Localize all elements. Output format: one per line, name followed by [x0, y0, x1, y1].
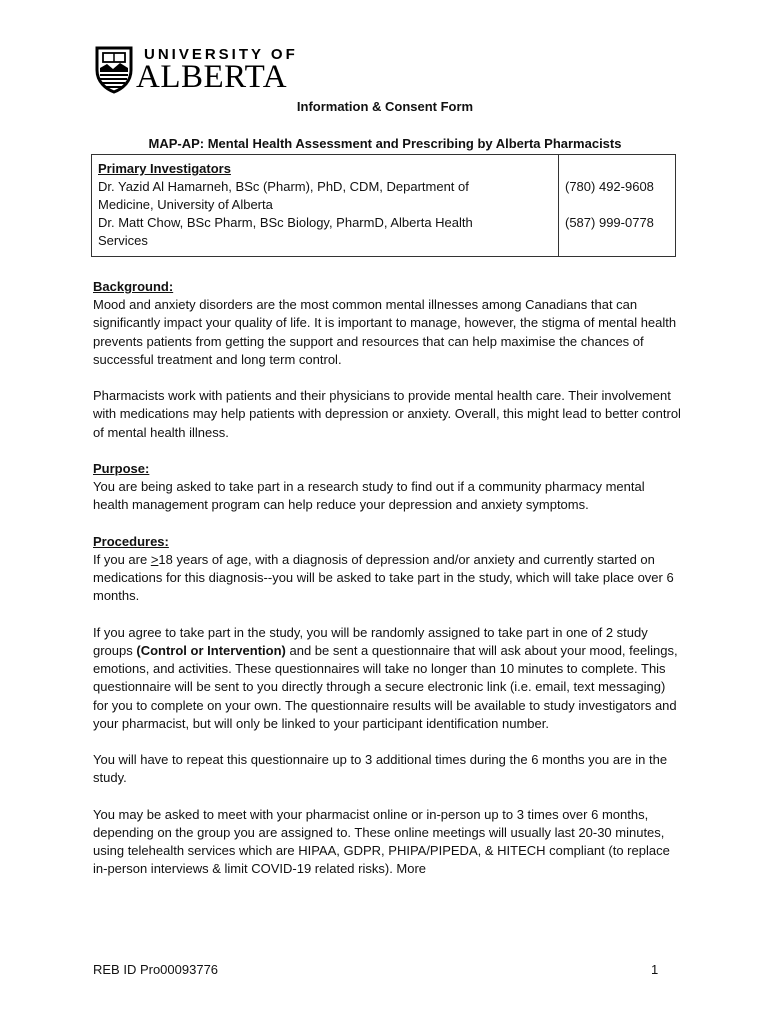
crest-icon — [94, 44, 134, 94]
procedures-p2-rest: and be sent a questionnaire that will ask about your mood, feelings, emotions, and activities. These questionnaires will take no longer than 10 minutes to complete. This questionnaire will be sent to you directly through a secure electronic link (i.e. email, text messaging) for you to complete on your own. The questionnaire results will be available to study investigators and your pharmacist, but will only be linked to your participant identification number. — [93, 643, 678, 731]
procedures-paragraph-4: You may be asked to meet with your pharmacist online or in-person up to 3 times over 6 months, depending on the group you are assigned to. These online meetings will usually last 20-30 minutes, using telehealth services which are HIPAA, GDPR, PHIPA/PIPEDA, & HITECH compliant (to replace in-person interviews & limit COVID-19 related risks). More — [93, 806, 670, 877]
page-number: 1 — [651, 962, 659, 977]
study-title: MAP-AP: Mental Health Assessment and Prescribing by Alberta Pharmacists — [148, 136, 622, 151]
reb-id: REB ID Pro00093776 — [93, 962, 219, 977]
procedures-heading: Procedures: — [93, 533, 169, 549]
investigator-2-phone: (587) 999-0778 — [565, 215, 654, 230]
investigators-heading: Primary Investigators — [98, 161, 231, 176]
university-logo — [94, 44, 314, 96]
background-heading: Background: — [93, 279, 174, 294]
procedures-p1-start: If you are — [93, 552, 151, 567]
form-title: Information & Consent Form — [296, 99, 474, 114]
investigator-1-line2: Medicine, University of Alberta — [98, 197, 273, 212]
university-name-line1: UNIVERSITY OF — [144, 46, 298, 63]
investigators-cell — [92, 155, 559, 257]
investigator-2-line1: Dr. Matt Chow, BSc Pharm, BSc Biology, PharmD, Alberta Health — [98, 215, 473, 230]
investigator-1-phone: (780) 492-9608 — [565, 179, 654, 194]
procedures-p2-start: If you agree to take part in the study, you will be randomly assigned to take part in one of 2 study groups — [93, 624, 648, 658]
procedures-paragraph-2 — [93, 624, 683, 733]
procedures-p1-rest: 18 years of age, with a diagnosis of depression and/or anxiety and currently started on medications for this diagnosis--you will be asked to take part in the study, which will take place over 6 months. — [93, 552, 674, 604]
investigator-2-line2: Services — [98, 233, 148, 248]
university-name-line2: ALBERTA — [136, 59, 288, 95]
study-groups-bold: (Control or Intervention) — [136, 643, 286, 658]
background-paragraph-1: Mood and anxiety disorders are the most common mental illnesses among Canadians that can significantly impact your quality of life. It is important to manage, however, the stigma of mental health prevents patients from getting the support and resources that can help maximise the chances of successful treatment and long term control. — [93, 297, 677, 367]
background-paragraph-2: Pharmacists work with patients and their physicians to provide mental health care. Their involvement with medications may help patients with depression or anxiety. Overall, this might lead to better control of mental health illness. — [93, 388, 681, 440]
investigator-1-line1: Dr. Yazid Al Hamarneh, BSc (Pharm), PhD, CDM, Department of — [98, 179, 469, 194]
investigators-table — [91, 154, 676, 257]
phones-cell — [559, 155, 676, 257]
greater-equal-sign: > — [150, 552, 159, 567]
purpose-heading: Purpose: — [93, 461, 150, 476]
procedures-paragraph-1 — [93, 551, 683, 606]
purpose-paragraph: You are being asked to take part in a research study to find out if a community pharmacy mental health management program can help reduce your depression and anxiety symptoms. — [93, 479, 645, 513]
procedures-paragraph-3: You will have to repeat this questionnaire up to 3 additional times during the 6 months you are in the study. — [93, 752, 668, 786]
document-body — [93, 278, 683, 897]
